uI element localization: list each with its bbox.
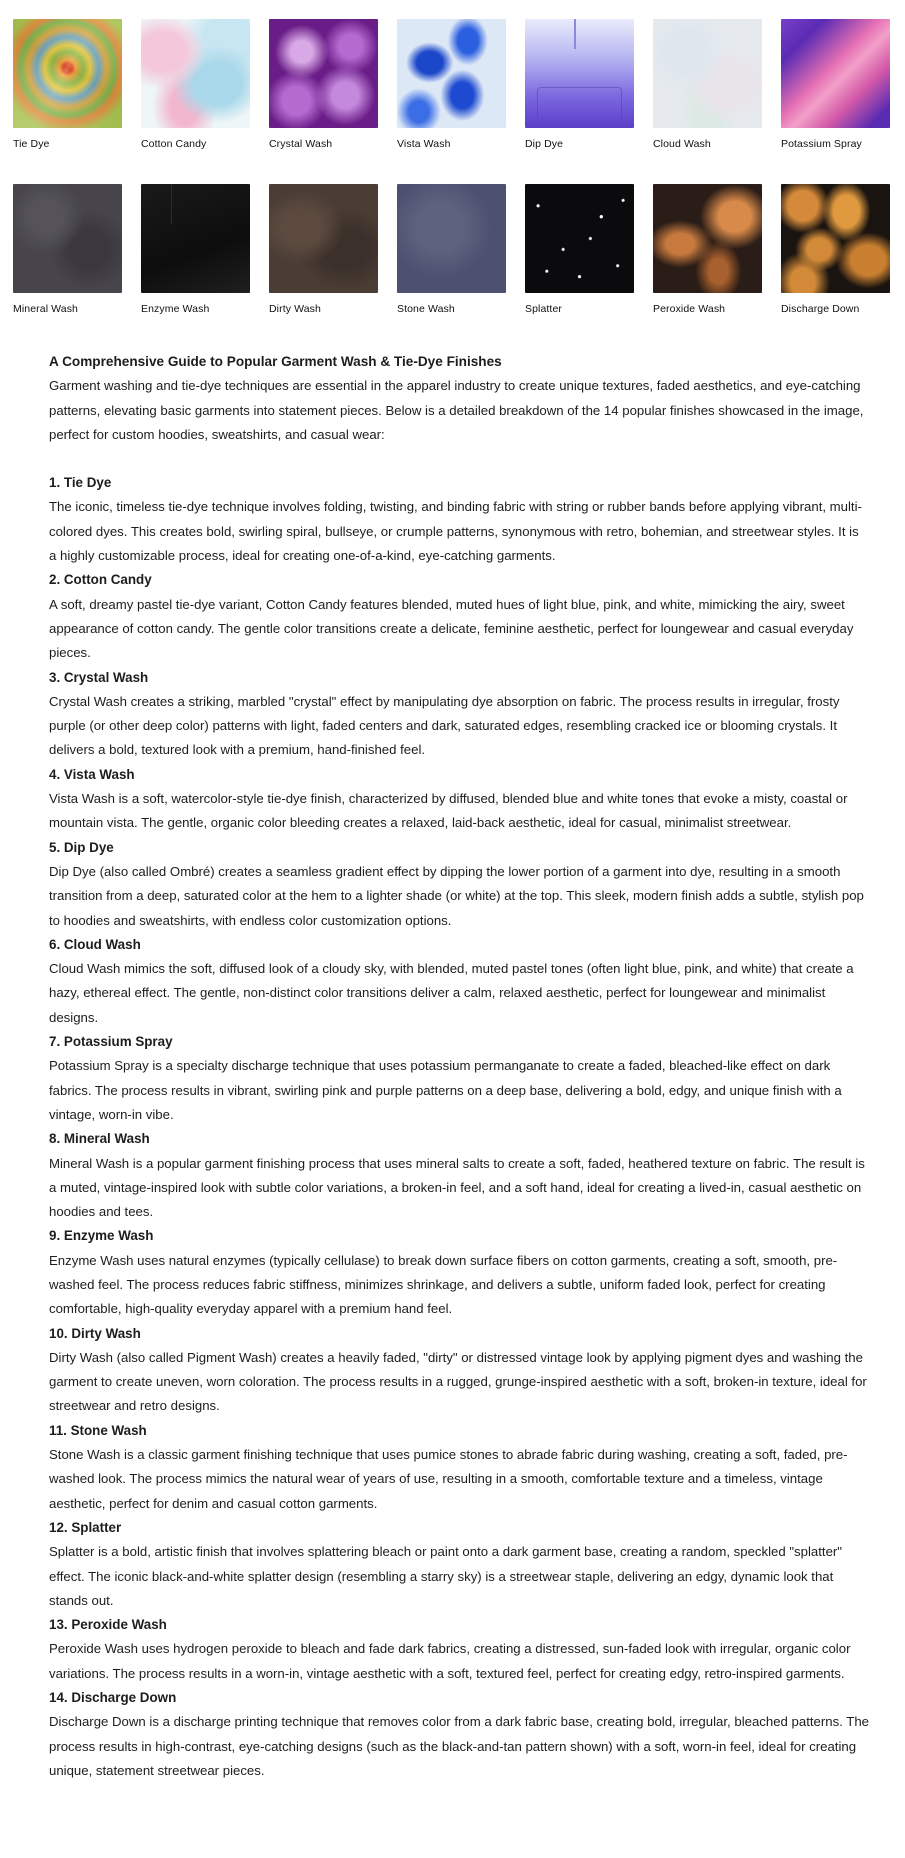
finish-description: Splatter is a bold, artistic finish that involves splattering bleach or paint onto a dark garment base, creating a random, speckled "splatter" effect. The iconic black-and-white splatter design (resembling a starry sky) is a streetwear staple, delivering an edgy, dynamic look that stands out.	[49, 1544, 842, 1608]
finish-title: 13. Peroxide Wash	[49, 1617, 167, 1633]
finish-title: 14. Discharge Down	[49, 1690, 177, 1706]
swatch-stone-wash	[397, 184, 506, 349]
swatch-image-tie-dye	[13, 19, 122, 128]
swatch-label: Potassium Spray	[781, 138, 862, 150]
swatch-peroxide-wash	[653, 184, 762, 349]
swatch-label: Dip Dye	[525, 138, 564, 150]
swatch-image-splatter	[525, 184, 634, 293]
swatch-image-crystal-wash	[269, 19, 378, 128]
swatch-row-2	[13, 184, 893, 349]
swatch-image-cloud-wash	[653, 19, 762, 128]
swatch-vista-wash	[397, 19, 506, 184]
finish-description: The iconic, timeless tie-dye technique involves folding, twisting, and binding fabric with string or rubber bands before applying vibrant, multi-colored dyes. This creates bold, swirling spiral, bullseye, or crumple patterns, synonymous with retro, bohemian, and streetwear styles. It is a highly customizable process, ideal for creating one-of-a-kind, eye-catching garments.	[49, 499, 862, 564]
swatch-crystal-wash	[269, 19, 378, 184]
finish-description: Mineral Wash is a popular garment finishing process that uses mineral salts to create a soft, faded, heathered texture on fabric. The result is a muted, vintage-inspired look with subtle color variations, a broken-in feel, and a soft hand, ideal for creating a lived-in, casual aesthetic on hoodies and tees.	[49, 1155, 865, 1220]
swatch-splatter	[525, 184, 634, 349]
swatch-image-enzyme-wash	[141, 184, 250, 293]
finish-description: Potassium Spray is a specialty discharge technique that uses potassium permanganate to create a faded, bleached-like effect on dark fabrics. The process results in vibrant, swirling pink and purple patterns on a deep base, delivering a bold, edgy, and unique finish with a vintage, worn-in vibe.	[49, 1058, 842, 1122]
swatch-image-dirty-wash	[269, 184, 378, 293]
finish-title: 1. Tie Dye	[49, 475, 112, 491]
swatch-image-dip-dye	[525, 19, 634, 128]
finish-description: A soft, dreamy pastel tie-dye variant, Cotton Candy features blended, muted hues of light blue, pink, and white, mimicking the airy, sweet appearance of cotton candy. The gentle color transitions create a delicate, feminine aesthetic, perfect for loungewear and casual everyday pieces.	[49, 596, 854, 661]
swatch-mineral-wash	[13, 184, 122, 349]
swatch-image-mineral-wash	[13, 184, 122, 293]
swatch-label: Peroxide Wash	[653, 303, 726, 315]
finish-description: Vista Wash is a soft, watercolor-style tie-dye finish, characterized by diffused, blended blue and white tones that evoke a misty, coastal or mountain vista. The gentle, organic color bleeding creates a relaxed, laid-back aesthetic, ideal for casual, minimalist streetwear.	[49, 791, 848, 831]
swatch-label: Enzyme Wash	[141, 303, 210, 315]
swatch-dip-dye	[525, 19, 634, 184]
finish-title: 9. Enzyme Wash	[49, 1228, 154, 1244]
finish-title: 10. Dirty Wash	[49, 1325, 141, 1341]
swatch-image-stone-wash	[397, 184, 506, 293]
finish-title: 11. Stone Wash	[49, 1422, 147, 1438]
swatch-label: Vista Wash	[397, 138, 451, 150]
swatch-image-discharge-down	[781, 184, 890, 293]
finish-description: Enzyme Wash uses natural enzymes (typically cellulase) to break down surface fibers on cotton garments, creating a soft, smooth, pre-washed feel. The process reduces fabric stiffness, minimizes shrinkage, and delivers a subtle, uniform faded look, perfect for creating comfortable, high-quality everyday apparel with a premium hand feel.	[49, 1252, 838, 1317]
article-title: A Comprehensive Guide to Popular Garment Wash & Tie-Dye Finishes	[49, 354, 502, 369]
swatch-potassium-spray	[781, 19, 890, 184]
finish-title: 4. Vista Wash	[49, 766, 135, 782]
finish-title: 12. Splatter	[49, 1519, 122, 1535]
swatch-label: Cotton Candy	[141, 138, 207, 150]
swatch-cotton-candy	[141, 19, 250, 184]
swatch-row-1	[13, 19, 893, 184]
swatch-label: Mineral Wash	[13, 303, 78, 315]
swatch-label: Splatter	[525, 303, 562, 315]
swatch-image-vista-wash	[397, 19, 506, 128]
swatch-dirty-wash	[269, 184, 378, 349]
swatch-label: Tie Dye	[13, 138, 50, 150]
finish-description: Stone Wash is a classic garment finishing technique that uses pumice stones to abrade fabric during washing, creating a soft, faded, pre-washed look. The process mimics the natural wear of years of use, resulting in a smooth, comfortable texture and a timeless, vintage aesthetic, perfect for denim and casual cotton garments.	[49, 1447, 848, 1511]
swatch-cloud-wash	[653, 19, 762, 184]
finish-title: 8. Mineral Wash	[49, 1131, 150, 1147]
finish-title: 6. Cloud Wash	[49, 936, 141, 952]
finish-description: Discharge Down is a discharge printing technique that removes color from a dark fabric base, creating bold, irregular, bleached patterns. The process results in high-contrast, eye-catching designs (such as the black-and-tan pattern shown) with a soft, worn-in feel, ideal for creating unique, statement streetwear pieces.	[49, 1714, 870, 1778]
finish-description: Dirty Wash (also called Pigment Wash) creates a heavily faded, "dirty" or distressed vintage look by applying pigment dyes and washing the garment to create uneven, worn coloration. The process results in a rugged, grunge-inspired aesthetic with a soft, broken-in texture, ideal for streetwear and retro designs.	[49, 1349, 867, 1414]
finish-title: 2. Cotton Candy	[49, 572, 152, 588]
spacer	[49, 447, 869, 471]
swatch-label: Discharge Down	[781, 303, 860, 315]
swatch-tie-dye	[13, 19, 122, 184]
finish-description: Cloud Wash mimics the soft, diffused look of a cloudy sky, with blended, muted pastel tones (often light blue, pink, and white) that create a hazy, ethereal effect. The gentle, non-distinct color transitions deliver a calm, relaxed aesthetic, perfect for loungewear and minimalist designs.	[49, 961, 854, 1025]
swatch-label: Dirty Wash	[269, 303, 321, 315]
swatch-label: Cloud Wash	[653, 138, 711, 150]
finish-title: 5. Dip Dye	[49, 839, 114, 855]
swatch-image-cotton-candy	[141, 19, 250, 128]
swatch-enzyme-wash	[141, 184, 250, 349]
swatch-image-peroxide-wash	[653, 184, 762, 293]
finish-title: 3. Crystal Wash	[49, 669, 149, 685]
swatch-discharge-down	[781, 184, 890, 349]
swatch-grid	[13, 19, 893, 349]
finish-description: Peroxide Wash uses hydrogen peroxide to bleach and fade dark fabrics, creating a distressed, sun-faded look with irregular, organic color variations. The process results in a worn-in, vintage aesthetic with a soft, textured feel, perfect for creating edgy, retro-inspired garments.	[49, 1641, 851, 1681]
article	[49, 350, 869, 1783]
finish-description: Crystal Wash creates a striking, marbled "crystal" effect by manipulating dye absorption on fabric. The process results in irregular, frosty purple (or other deep color) patterns with light, faded centers and dark, saturated edges, resembling cracked ice or blooming crystals. It delivers a bold, textured look with a premium, hand-finished feel.	[49, 693, 840, 758]
swatch-label: Crystal Wash	[269, 138, 333, 150]
finish-description: Dip Dye (also called Ombré) creates a seamless gradient effect by dipping the lower portion of a garment into dye, resulting in a smooth transition from a deep, saturated color at the hem to a lighter shade (or white) at the top. This sleek, modern finish adds a subtle, stylish pop to hoodies and sweatshirts, with endless color customization options.	[49, 863, 864, 928]
swatch-label: Stone Wash	[397, 303, 455, 315]
article-intro: Garment washing and tie-dye techniques are essential in the apparel industry to create unique textures, faded aesthetics, and eye-catching patterns, elevating basic garments into statement pieces. Below is a detailed breakdown of the 14 popular finishes showcased in the image, perfect for custom hoodies, sweatshirts, and casual wear:	[49, 378, 864, 442]
finish-title: 7. Potassium Spray	[49, 1034, 173, 1050]
swatch-image-potassium-spray	[781, 19, 890, 128]
